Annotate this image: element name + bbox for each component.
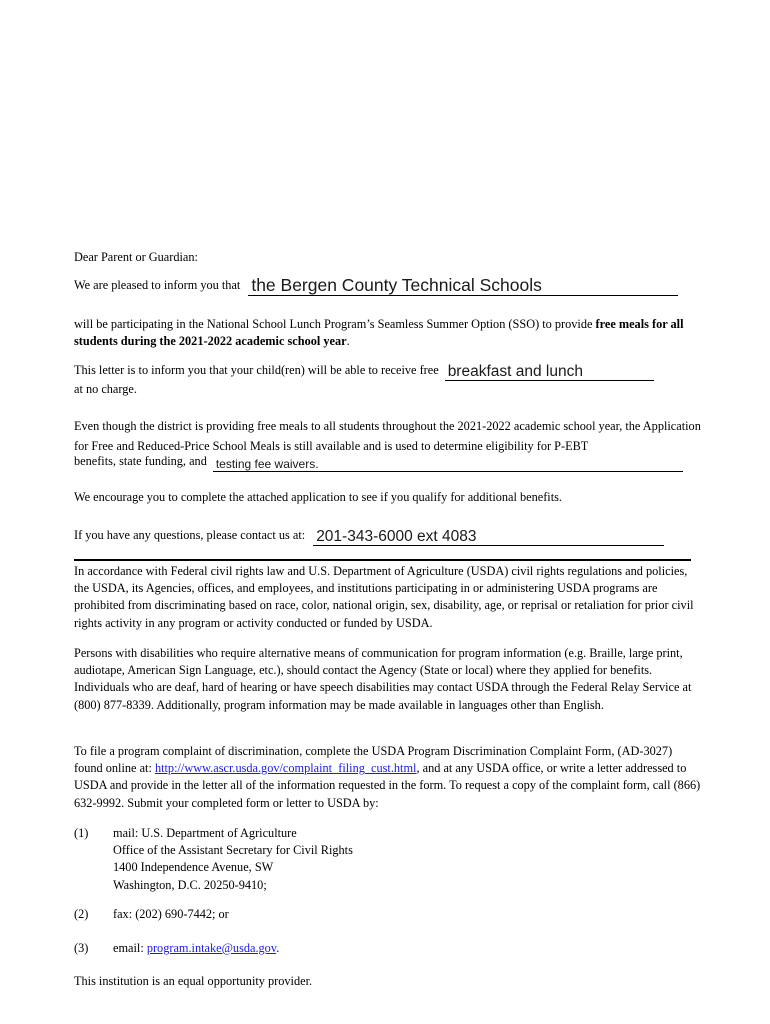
complaint-text-b: , and at any USDA office, or write a letter addressed to USDA and provide in the letter all of the information requested in the form. To request a copy of the complaint form, call (866) 632-9992. Submit your completed form or letter to USDA by: (74, 761, 701, 810)
closing-statement: This institution is an equal opportunity provider. (74, 974, 313, 988)
sso-paragraph (74, 316, 702, 350)
contact-field[interactable]: 201-343-6000 ext 4083 (313, 526, 664, 546)
meals-field[interactable]: breakfast and lunch (445, 361, 654, 381)
benefits-field[interactable]: testing fee waivers. (213, 452, 683, 472)
inform-prefix: We are pleased to inform you that (74, 277, 241, 292)
list-number: (2) (74, 907, 89, 921)
application-paragraph: Even though the district is providing free meals to all students throughout the 2021-2022 academic school year, the Application for Free and Reduced-Price School Meals is still available and is used to determine eligibility for P-EBT (74, 419, 701, 453)
email-line (113, 940, 279, 957)
email-link[interactable]: program.intake@usda.gov (146, 941, 277, 955)
sso-end: . (346, 334, 350, 349)
complaint-paragraph (74, 743, 702, 812)
fax-line: fax: (202) 690-7442; or (113, 907, 229, 921)
contact-prefix: If you have any questions, please contact us at: (74, 527, 306, 542)
email-prefix: email: (113, 941, 147, 955)
receive-suffix: at no charge. (74, 382, 137, 396)
mail-line: Office of the Assistant Secretary for Civil Rights (113, 843, 353, 858)
benefits-line (74, 452, 702, 472)
contact-line (74, 526, 702, 546)
list-number: (1) (74, 826, 89, 840)
mail-line: Washington, D.C. 20250-9410; (113, 877, 267, 892)
mail-line: 1400 Independence Avenue, SW (113, 860, 274, 875)
complaint-form-link[interactable]: http://www.ascr.usda.gov/complaint_filing_cust.html (154, 761, 417, 776)
benefits-prefix: benefits, state funding, and (74, 453, 207, 468)
section-divider (74, 559, 691, 561)
sso-bold-text: free meals for all students during the 2021-2022 academic school year (74, 317, 684, 349)
complaint-text-a: To file a program complaint of discrimination, complete the USDA Program Discrimination Complaint Form, (AD-3027) found online at: (74, 744, 673, 776)
school-line (74, 276, 702, 296)
greeting: Dear Parent or Guardian: (74, 250, 198, 264)
nondiscrimination-paragraph: In accordance with Federal civil rights law and U.S. Department of Agriculture (USDA) civil rights regulations and policies, the USDA, its Agencies, offices, and employees, and institutions participating in or administering USDA programs are prohibited from discriminating based on race, color, national origin, sex, disability, age, or reprisal or retaliation for prior civil rights activity in any program or activity conducted or funded by USDA. (74, 564, 694, 630)
email-suffix: . (276, 941, 280, 955)
mail-address (113, 825, 353, 894)
mail-line: mail: U.S. Department of Agriculture (113, 826, 297, 840)
school-name-field[interactable]: the Bergen County Technical Schools (248, 276, 678, 296)
list-number: (3) (74, 941, 89, 955)
meals-line (74, 361, 702, 381)
disabilities-paragraph: Persons with disabilities who require alternative means of communication for program information (e.g. Braille, large print, audiotape, American Sign Language, etc.), should contact the Agency (State or local) where they applied for benefits. Individuals who are deaf, hard of hearing or have speech disabilities may contact USDA through the Federal Relay Service at (800) 877-8339. Additionally, program information may be made available in languages other than English. (74, 646, 692, 712)
encourage-paragraph: We encourage you to complete the attached application to see if you qualify for additional benefits. (74, 490, 562, 504)
receive-prefix: This letter is to inform you that your child(ren) will be able to receive free (74, 362, 439, 377)
sso-text: will be participating in the National School Lunch Program’s Seamless Summer Option (SSO) to provide (74, 317, 596, 331)
